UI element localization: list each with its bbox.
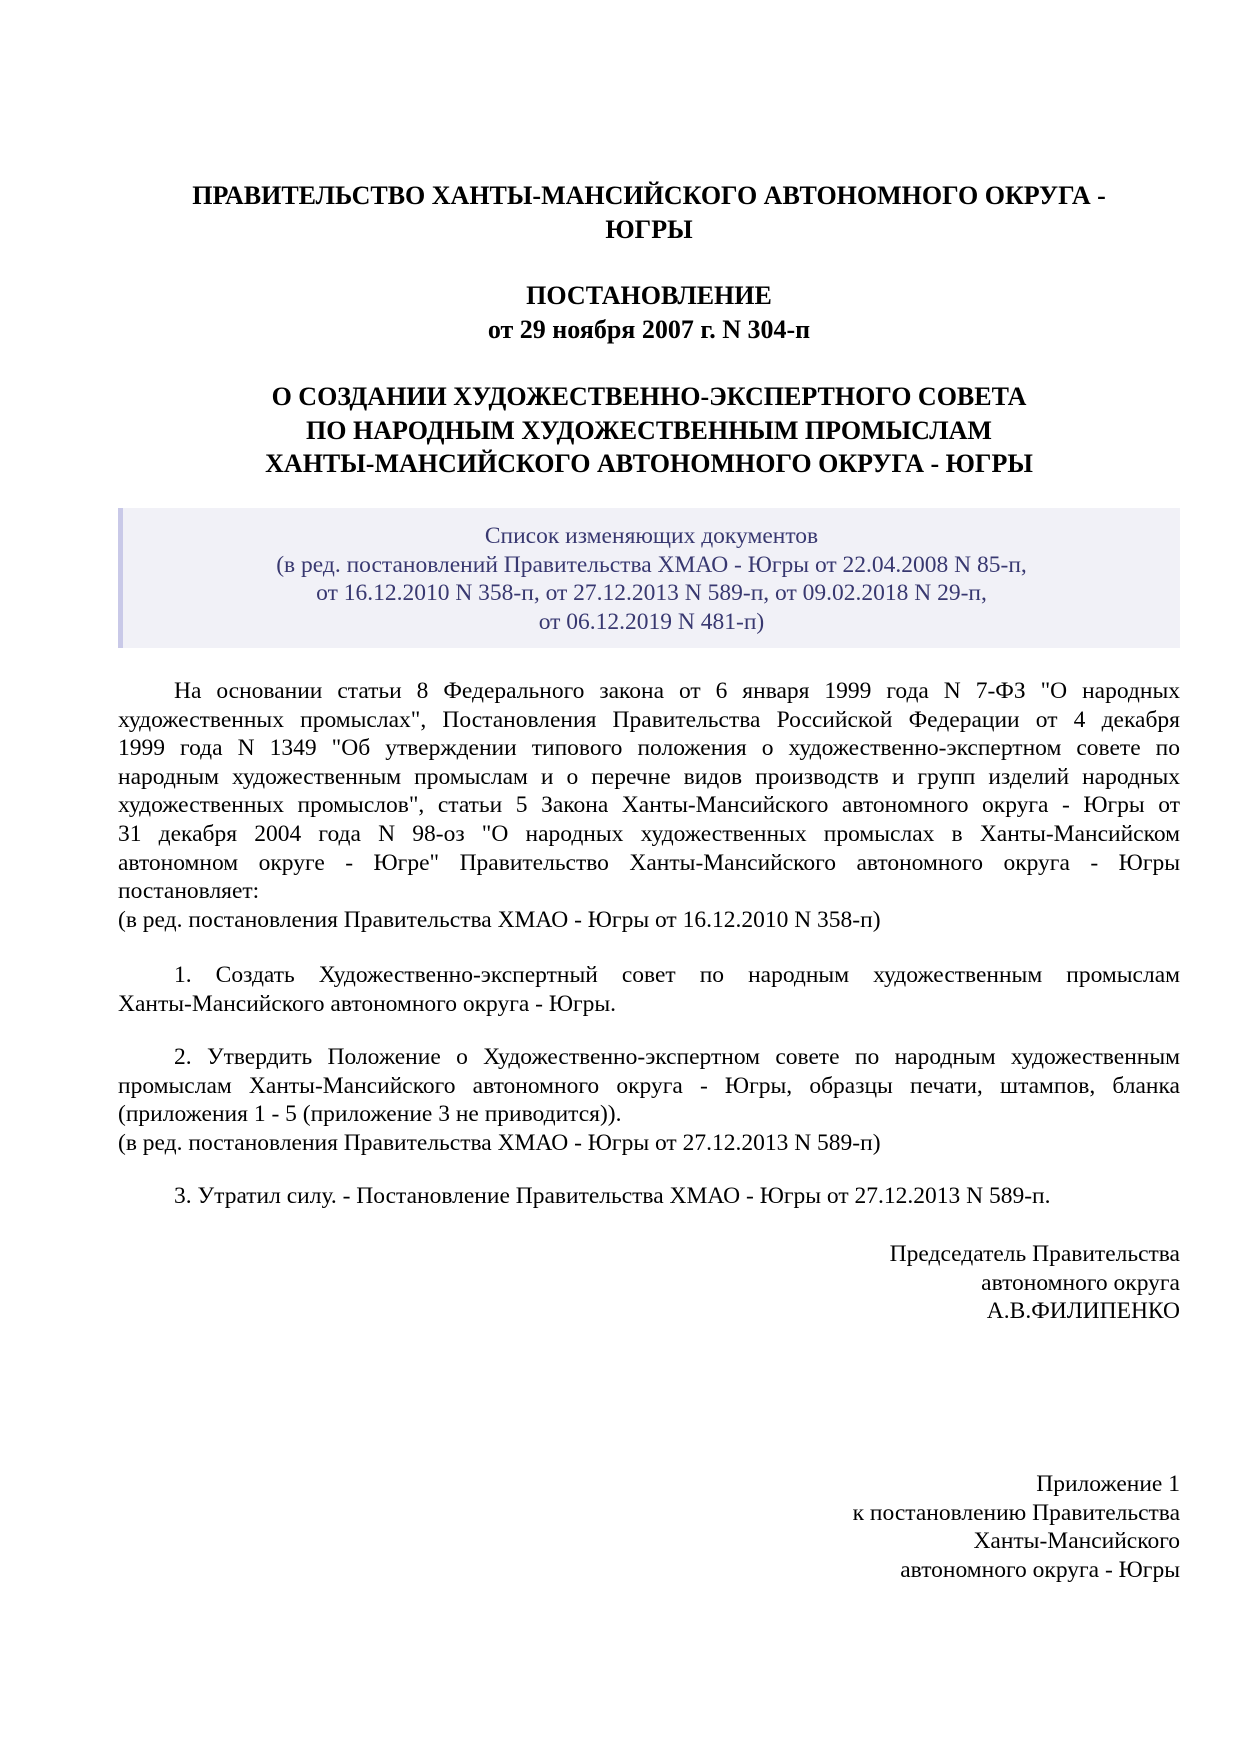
amendments-line: от 06.12.2019 N 481-п) (538, 608, 765, 635)
amendments-line: от 16.12.2010 N 358-п, от 27.12.2013 N 589-п, от 09.02.2018 N 29-п, (316, 580, 987, 607)
text-line: художественных промыслах", Постановления Правительства Российской Федерации от 4 декабря (118, 706, 1180, 733)
item-1 (118, 961, 1180, 1018)
organization-heading (118, 179, 1180, 246)
appendix-line: Приложение 1 (1036, 1471, 1180, 1497)
signature-line: автономного округа (981, 1269, 1180, 1296)
text-line: Ханты-Мансийского автономного округа - Югры. (118, 990, 617, 1017)
document-title (118, 380, 1180, 481)
document-type-heading (118, 279, 1180, 346)
text-line: постановляет: (118, 878, 260, 905)
text-line: 2. Утвердить Положение о Художественно-экспертном совете по народным художественным (174, 1044, 1180, 1070)
text-line: 3. Утратил силу. - Постановление Правительства ХМАО - Югры от 27.12.2013 N 589-п. (174, 1183, 1051, 1209)
text-line: 1. Создать Художественно-экспертный совет по народным художественным промыслам (174, 962, 1180, 988)
item-2 (118, 1043, 1180, 1157)
title-line: О СОЗДАНИИ ХУДОЖЕСТВЕННО-ЭКСПЕРТНОГО СОВЕТА (271, 382, 1027, 411)
text-line: художественных промыслов", статьи 5 Закона Ханты-Мансийского автономного округа - Югры от (118, 792, 1180, 819)
doc-date: от 29 ноября 2007 г. N 304-п (487, 314, 811, 344)
signatory-name: А.В.ФИЛИПЕНКО (986, 1298, 1180, 1325)
signature-line: Председатель Правительства (889, 1241, 1180, 1267)
signature-block (118, 1240, 1180, 1326)
amendments-box (118, 508, 1180, 648)
title-line: ПО НАРОДНЫМ ХУДОЖЕСТВЕННЫМ ПРОМЫСЛАМ (306, 415, 992, 445)
amendment-note: (в ред. постановления Правительства ХМАО - Югры от 27.12.2013 N 589-п) (118, 1129, 881, 1156)
appendix-line: Ханты-Мансийского (973, 1528, 1180, 1555)
appendix-line: автономного округа - Югры (900, 1556, 1180, 1583)
amendments-title: Список изменяющих документов (484, 523, 819, 549)
preamble-paragraph (118, 677, 1180, 934)
amendment-note: (в ред. постановления Правительства ХМАО - Югры от 16.12.2010 N 358-п) (118, 906, 881, 933)
doc-type: ПОСТАНОВЛЕНИЕ (526, 281, 772, 310)
org-line: ЮГРЫ (605, 214, 693, 244)
text-line: народным художественным промыслам и о перечне видов производств и групп изделий народных (118, 763, 1180, 790)
appendix-line: к постановлению Правительства (852, 1499, 1180, 1526)
item-3 (118, 1182, 1180, 1211)
text-line: (приложения 1 - 5 (приложение 3 не приводится)). (118, 1101, 622, 1128)
amendments-line: (в ред. постановлений Правительства ХМАО - Югры от 22.04.2008 N 85-п, (276, 551, 1027, 578)
text-line: 31 декабря 2004 года N 98-оз "О народных художественных промыслах в Ханты-Мансийском (118, 820, 1180, 847)
text-line: 1999 года N 1349 "Об утверждении типового положения о художественно-экспертном совете по (118, 735, 1180, 762)
org-line: ПРАВИТЕЛЬСТВО ХАНТЫ-МАНСИЙСКОГО АВТОНОМНОГО ОКРУГА - (192, 181, 1106, 210)
text-line: промыслам Ханты-Мансийского автономного округа - Югры, образцы печати, штампов, бланка (118, 1072, 1180, 1099)
text-line: На основании статьи 8 Федерального закона от 6 января 1999 года N 7-ФЗ "О народных (174, 678, 1180, 704)
title-line: ХАНТЫ-МАНСИЙСКОГО АВТОНОМНОГО ОКРУГА - ЮГРЫ (265, 449, 1033, 478)
appendix-header (118, 1470, 1180, 1584)
text-line: автономном округе - Югре" Правительство Ханты-Мансийского автономного округа - Югры (118, 849, 1180, 876)
